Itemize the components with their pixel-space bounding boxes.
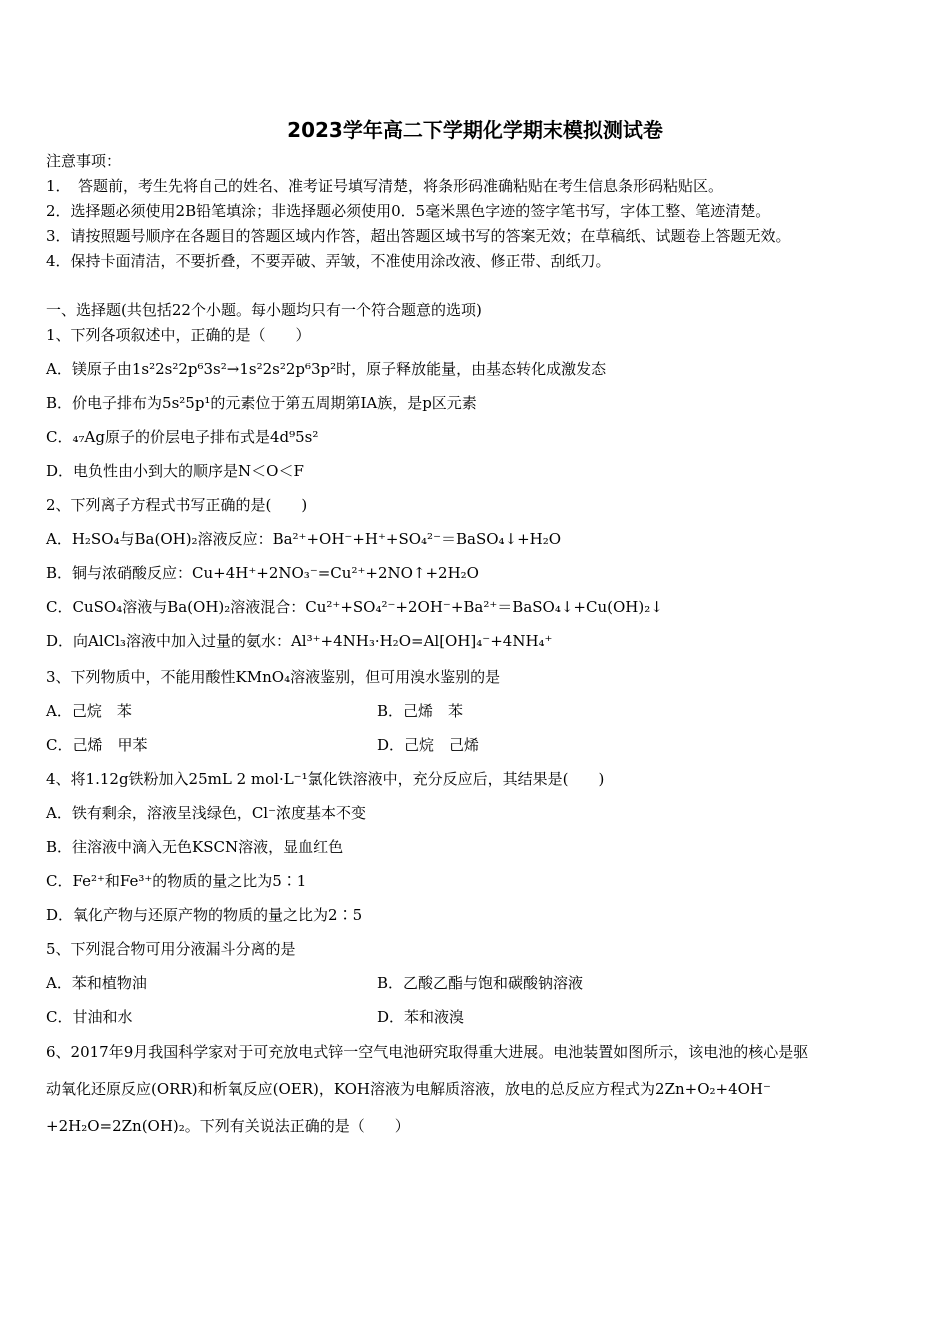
q5-option-a: A．苯和植物油 [46,974,147,992]
q1-option-d: D．电负性由小到大的顺序是N＜O＜F [46,462,304,480]
notice-item-3: 3．请按照题号顺序在各题目的答题区域内作答，超出答题区域书写的答案无效；在草稿纸、试题卷上答题无效。 [46,227,791,245]
notice-item-1: 1． 答题前，考生先将自己的姓名、准考证号填写清楚，将条形码准确粘贴在考生信息条形码粘贴区。 [46,177,724,195]
q6-stem-line-2: 动氧化还原反应(ORR)和析氧反应(OER)，KOH溶液为电解质溶液，放电的总反应方程式为2Zn+O₂+4OH⁻ [46,1080,771,1098]
q2-stem: 2、下列离子方程式书写正确的是( ) [46,496,308,514]
q2-option-b: B．铜与浓硝酸反应：Cu+4H⁺+2NO₃⁻=Cu²⁺+2NO↑+2H₂O [46,564,479,582]
q4-option-b: B．往溶液中滴入无色KSCN溶液，显血红色 [46,838,344,856]
q5-option-b: B．乙酸乙酯与饱和碳酸钠溶液 [377,974,584,992]
q4-stem: 4、将1.12g铁粉加入25mL 2 mol·L⁻¹氯化铁溶液中，充分反应后，其结果是( ) [46,770,605,788]
exam-title: 2023学年高二下学期化学期末模拟测试卷 [287,118,663,142]
q5-option-d: D．苯和液溴 [377,1008,465,1026]
section-heading: 一、选择题(共包括22个小题。每小题均只有一个符合题意的选项) [46,301,482,319]
q1-option-c: C．₄₇Ag原子的价层电子排布式是4d⁹5s² [46,428,319,446]
notice-heading: 注意事项： [46,152,122,170]
q6-stem-line-3: +2H₂O=2Zn(OH)₂。下列有关说法正确的是（ ） [46,1117,410,1135]
q2-option-a: A．H₂SO₄与Ba(OH)₂溶液反应：Ba²⁺+OH⁻+H⁺+SO₄²⁻＝BaSO₄↓+H₂O [46,530,562,548]
notice-item-4: 4．保持卡面清洁，不要折叠，不要弄破、弄皱，不准使用涂改液、修正带、刮纸刀。 [46,252,611,270]
q1-option-b: B．价电子排布为5s²5p¹的元素位于第五周期第ⅠA族，是p区元素 [46,394,477,412]
q4-option-d: D．氧化产物与还原产物的物质的量之比为2∶5 [46,906,363,924]
q3-stem: 3、下列物质中，不能用酸性KMnO₄溶液鉴别，但可用溴水鉴别的是 [46,668,501,686]
q2-option-c: C．CuSO₄溶液与Ba(OH)₂溶液混合：Cu²⁺+SO₄²⁻+2OH⁻+Ba²⁺＝BaSO₄↓+Cu(OH)₂↓ [46,598,663,616]
q4-option-c: C．Fe²⁺和Fe³⁺的物质的量之比为5∶1 [46,872,307,890]
q1-stem: 1、下列各项叙述中，正确的是（ ） [46,326,311,344]
q5-option-c: C．甘油和水 [46,1008,133,1026]
q3-option-d: D．己烷 己烯 [377,736,480,754]
q1-option-a: A．镁原子由1s²2s²2p⁶3s²→1s²2s²2p⁶3p²时，原子释放能量，由基态转化成激发态 [46,360,607,378]
notice-item-2: 2．选择题必须使用2B铅笔填涂；非选择题必须使用0．5毫米黑色字迹的签字笔书写，字体工整、笔迹清楚。 [46,202,771,220]
q3-option-b: B．己烯 苯 [377,702,464,720]
q4-option-a: A．铁有剩余，溶液呈浅绿色，Cl⁻浓度基本不变 [46,804,367,822]
q3-option-c: C．己烯 甲苯 [46,736,148,754]
q3-option-a: A．己烷 苯 [46,702,132,720]
q6-stem-line-1: 6、2017年9月我国科学家对于可充放电式锌一空气电池研究取得重大进展。电池装置如图所示，该电池的核心是驱 [46,1043,809,1061]
q2-option-d: D．向AlCl₃溶液中加入过量的氨水：Al³⁺+4NH₃·H₂O=Al[OH]₄⁻+4NH₄⁺ [46,632,553,650]
q5-stem: 5、下列混合物可用分液漏斗分离的是 [46,940,296,958]
